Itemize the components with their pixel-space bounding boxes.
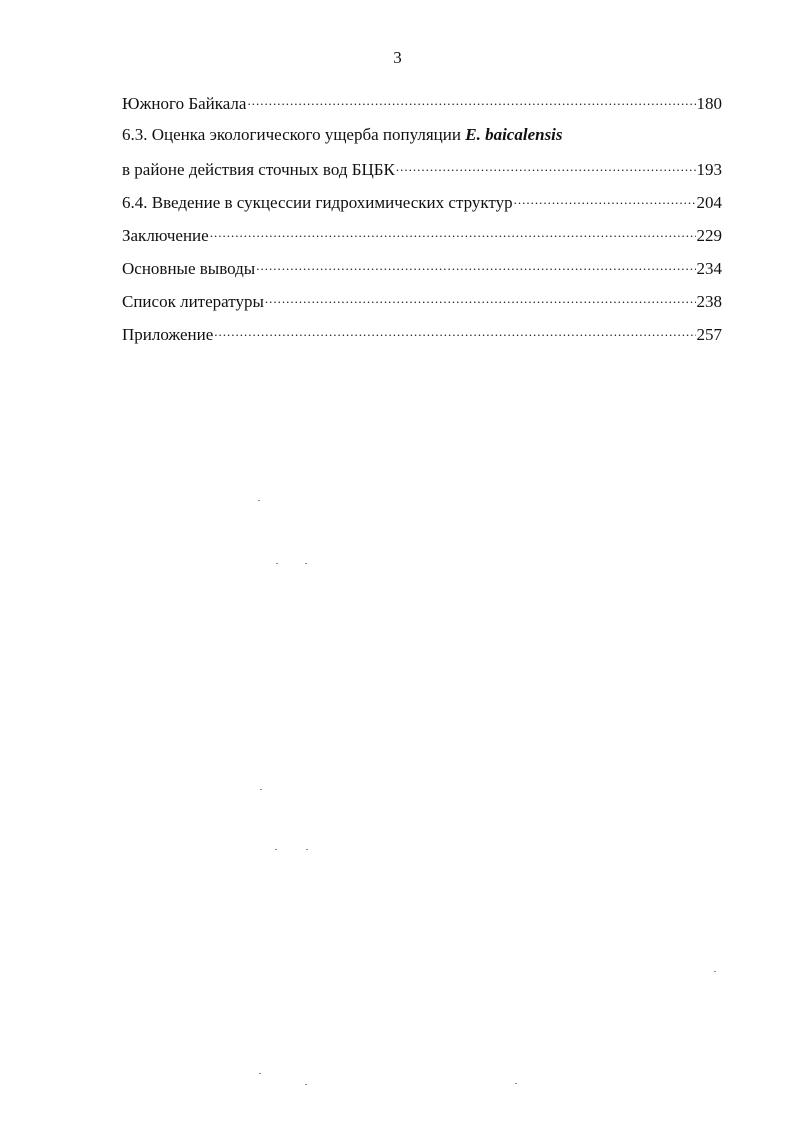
toc-leader-dots [396, 158, 696, 175]
toc-entry-references [122, 290, 722, 323]
scan-speck [275, 849, 277, 850]
toc-entry-label: Южного Байкала [122, 94, 247, 113]
toc-leader-dots [514, 191, 696, 208]
toc-leader-dots [247, 92, 695, 109]
toc-entry-label [122, 125, 563, 145]
toc-entry-conclusion [122, 224, 722, 257]
toc-entry-6-3-cont [122, 158, 722, 191]
toc-entry-main-findings [122, 257, 722, 290]
scan-speck [258, 500, 260, 501]
table-of-contents [122, 92, 722, 356]
toc-entry-label-text: 6.3. Оценка экологического ущерба популяции [122, 125, 466, 144]
toc-entry-page: 234 [696, 259, 722, 278]
toc-entry-label: Приложение [122, 325, 214, 344]
toc-leader-dots [256, 257, 695, 274]
scan-speck [259, 1073, 261, 1074]
scan-speck [305, 1084, 307, 1085]
toc-entry-label: Заключение [122, 226, 209, 245]
scan-speck [714, 971, 716, 972]
scan-speck [306, 849, 308, 850]
toc-entry-label: Список литературы [122, 292, 264, 311]
page-number: 3 [393, 48, 402, 67]
toc-entry-label: в районе действия сточных вод БЦБК [122, 160, 395, 179]
scan-speck [276, 563, 278, 564]
toc-entry-label: Основные выводы [122, 259, 256, 278]
scan-speck [305, 563, 307, 564]
toc-entry-page: 238 [696, 292, 722, 311]
toc-leader-dots [210, 224, 696, 241]
toc-leader-dots [265, 290, 696, 307]
toc-entry-south-baikal [122, 92, 722, 125]
toc-entry-page: 180 [696, 94, 722, 113]
toc-entry-page: 229 [696, 226, 722, 245]
scan-speck [515, 1083, 517, 1084]
toc-entry-page: 204 [696, 193, 722, 212]
toc-entry-page: 193 [696, 160, 722, 179]
toc-entry-appendix [122, 323, 722, 356]
toc-leader-dots [214, 323, 695, 340]
toc-entry-6-4 [122, 191, 722, 224]
toc-entry-species-name: E. baicalensis [465, 125, 563, 144]
toc-entry-label: 6.4. Введение в сукцессии гидрохимических структур [122, 193, 513, 212]
toc-entry-page: 257 [696, 325, 722, 344]
toc-entry-6-3 [122, 125, 722, 158]
scan-speck [260, 789, 262, 790]
